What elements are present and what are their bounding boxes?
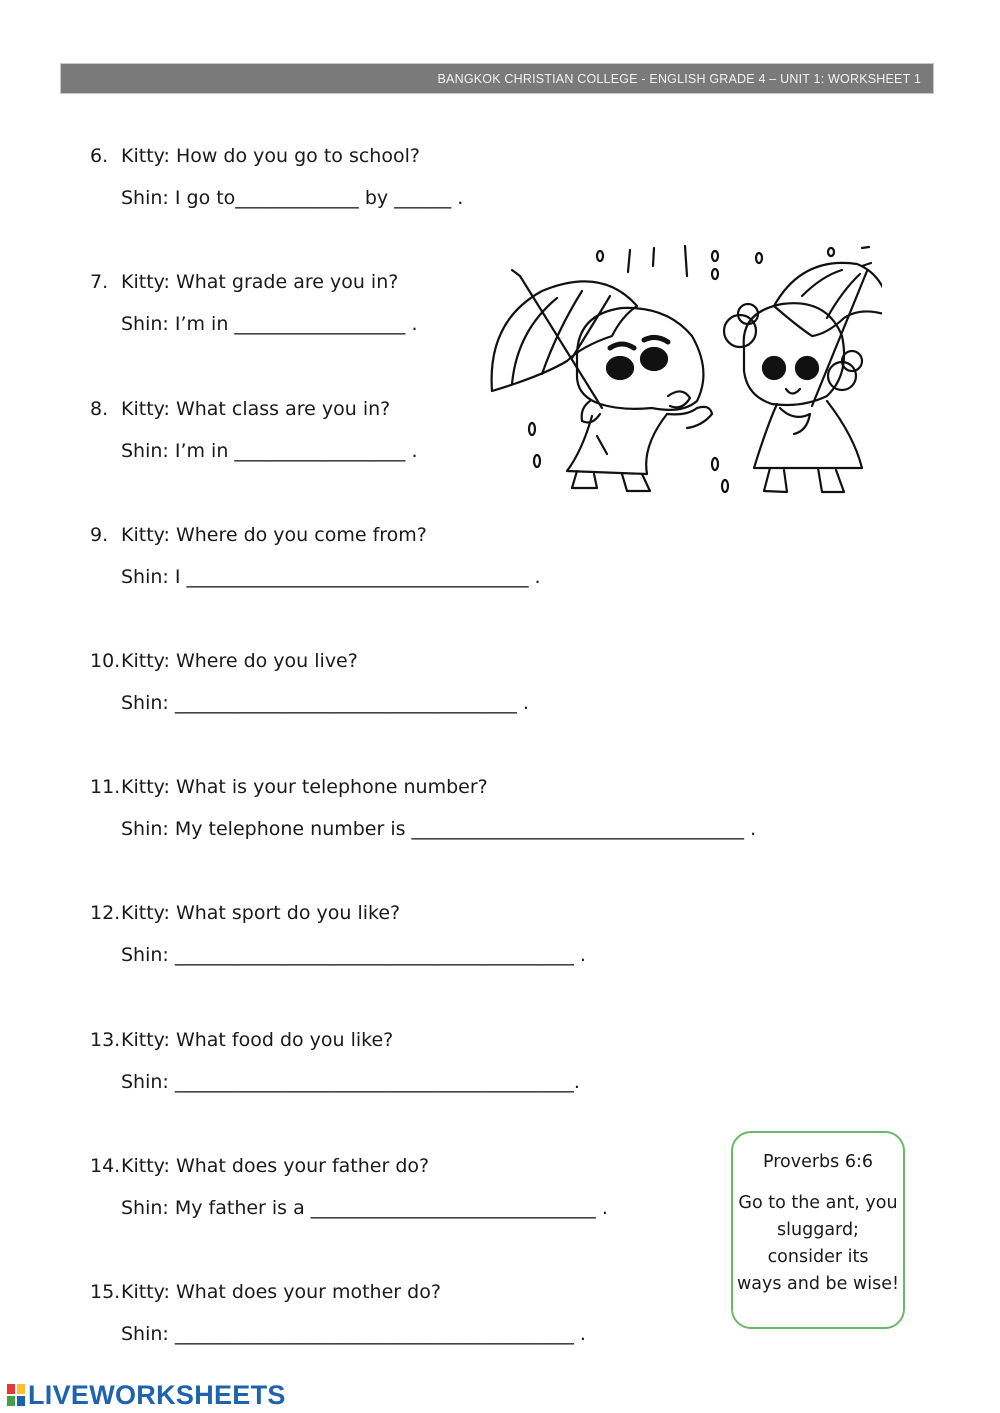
question-number: 11. (90, 776, 121, 798)
question-10 (90, 648, 529, 716)
question-text: Kitty: What grade are you in? (121, 271, 399, 293)
answer-line[interactable]: Shin: I’m in __________________ . (121, 313, 418, 335)
question-number: 10. (90, 650, 121, 672)
question-13 (90, 1027, 580, 1095)
answer-line[interactable]: Shin: ____________________________________ . (121, 692, 529, 714)
question-14 (90, 1153, 608, 1221)
question-text: Kitty: What sport do you like? (121, 902, 401, 924)
answer-line[interactable]: Shin: __________________________________________ . (121, 944, 586, 966)
question-number: 9. (90, 524, 109, 546)
kids-umbrella-illustration (482, 236, 882, 526)
answer-line[interactable]: Shin: I ____________________________________ . (121, 566, 541, 588)
shin-figure (567, 308, 712, 491)
question-7 (90, 269, 418, 337)
question-number: 8. (90, 398, 109, 420)
answer-line[interactable]: Shin: __________________________________________ . (121, 1323, 586, 1345)
question-text: Kitty: What does your father do? (121, 1155, 430, 1177)
header-bar (60, 63, 934, 94)
question-number: 15. (90, 1281, 121, 1303)
question-text: Kitty: What does your mother do? (121, 1281, 441, 1303)
question-6 (90, 143, 463, 211)
liveworksheets-icon (6, 1383, 26, 1407)
question-12 (90, 900, 586, 968)
answer-line[interactable]: Shin: I’m in __________________ . (121, 440, 418, 462)
answer-line[interactable]: Shin: I go to_____________ by ______ . (121, 187, 464, 209)
question-11 (90, 774, 756, 842)
question-number: 13. (90, 1029, 121, 1051)
answer-line[interactable]: Shin: __________________________________________. (121, 1071, 580, 1093)
question-number: 7. (90, 271, 109, 293)
question-text: Kitty: How do you go to school? (121, 145, 420, 167)
question-15 (90, 1279, 586, 1347)
brand-name: LIVEWORKSHEETS (28, 1379, 286, 1410)
proverb-text: Go to the ant, you sluggard; consider its ways and be wise! (736, 1193, 900, 1294)
proverb-reference: Proverbs 6:6 (762, 1152, 874, 1172)
question-8 (90, 396, 418, 464)
proverb-box (731, 1131, 905, 1329)
answer-line[interactable]: Shin: My telephone number is ___________________________________ . (121, 818, 757, 840)
right-umbrella (774, 263, 882, 406)
left-umbrella (492, 270, 637, 408)
question-text: Kitty: What food do you like? (121, 1029, 394, 1051)
question-number: 14. (90, 1155, 121, 1177)
question-text: Kitty: Where do you come from? (121, 524, 427, 546)
question-9 (90, 522, 541, 590)
question-text: Kitty: What is your telephone number? (121, 776, 488, 798)
answer-line[interactable]: Shin: My father is a ______________________________ . (121, 1197, 608, 1219)
worksheet-title: BANGKOK CHRISTIAN COLLEGE - ENGLISH GRADE 4 – UNIT 1: WORKSHEET 1 (437, 72, 921, 86)
question-number: 6. (90, 145, 109, 167)
question-number: 12. (90, 902, 121, 924)
liveworksheets-logo[interactable] (6, 1380, 286, 1410)
question-text: Kitty: Where do you live? (121, 650, 358, 672)
question-text: Kitty: What class are you in? (121, 398, 391, 420)
